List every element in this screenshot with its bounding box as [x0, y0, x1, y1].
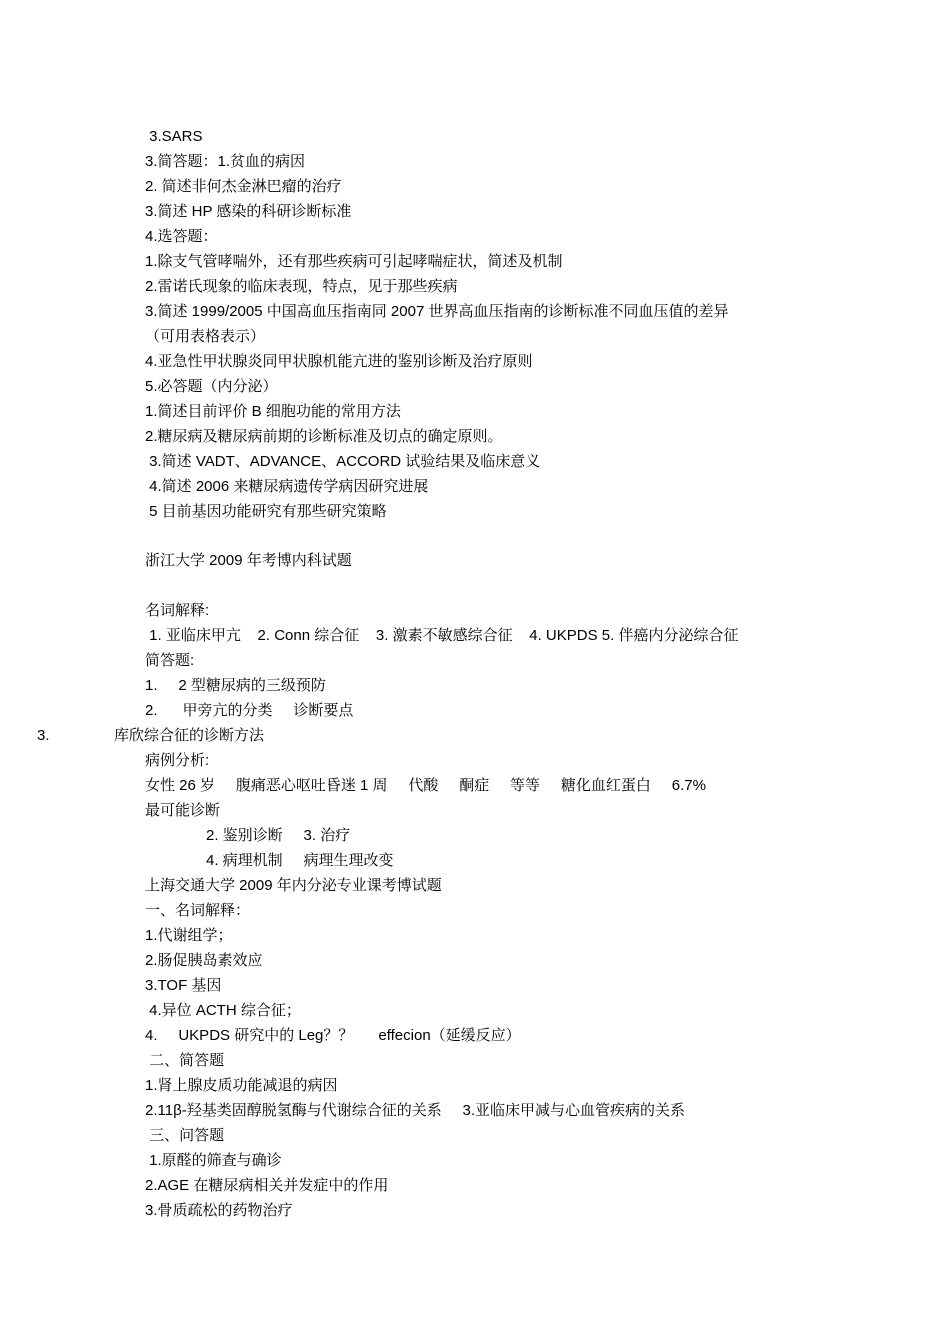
text-line: 2. 简述非何杰金淋巴瘤的治疗	[145, 178, 342, 195]
text-line: 2.雷诺氏现象的临床表现，特点，见于那些疾病	[145, 278, 458, 295]
text-line: 3.简述 1999/2005 中国高血压指南同 2007 世界高血压指南的诊断标准不同血压值的差异	[145, 303, 729, 320]
text-line: 3.TOF 基因	[145, 977, 222, 994]
text-line: 1. 2 型糖尿病的三级预防	[145, 677, 326, 694]
text-line: 5 目前基因功能研究有那些研究策略	[145, 503, 387, 520]
text-line: 1. 亚临床甲亢 2. Conn 综合征 3. 激素不敏感综合征 4. UKPDS 5. 伴癌内分泌综合征	[145, 627, 739, 644]
text-line: 3.简答题：1.贫血的病因	[145, 153, 306, 170]
text-line: 3.简述 VADT、ADVANCE、ACCORD 试验结果及临床意义	[145, 453, 541, 470]
text-line: 2.AGE 在糖尿病相关并发症中的作用	[145, 1177, 389, 1194]
text-line: 库欣综合征的诊断方法	[114, 727, 265, 744]
text-line: 5.必答题（内分泌）	[145, 378, 278, 395]
text-line: 2. 甲旁亢的分类 诊断要点	[145, 702, 354, 719]
text-line: 2.糖尿病及糖尿病前期的诊断标准及切点的确定原则。	[145, 428, 503, 445]
text-line: 1.代谢组学；	[145, 927, 233, 944]
text-line: 3.简述 HP 感染的科研诊断标准	[145, 203, 352, 220]
text-line: 4. 病理机制 病理生理改变	[206, 852, 394, 869]
text-line: 3.SARS	[145, 128, 203, 145]
text-line: 二、简答题	[145, 1052, 225, 1069]
text-line: 2. 鉴别诊断 3. 治疗	[206, 827, 351, 844]
text-line: 1.除支气管哮喘外，还有那些疾病可引起哮喘症状，简述及机制	[145, 253, 563, 270]
text-line: 女性 26 岁 腹痛恶心呕吐昏迷 1 周 代酸 酮症 等等 糖化血红蛋白 6.7%	[145, 777, 706, 794]
list-number: 3.	[37, 727, 50, 744]
text-line: 3.骨质疏松的药物治疗	[145, 1202, 293, 1219]
text-line: 1.肾上腺皮质功能减退的病因	[145, 1077, 338, 1094]
text-line: 最可能诊断	[145, 802, 221, 819]
text-line: 简答题:	[145, 652, 195, 669]
text-line: 1.简述目前评价 B 细胞功能的常用方法	[145, 403, 401, 420]
text-line: （可用表格表示）	[145, 328, 266, 345]
text-line: 4.简述 2006 来糖尿病遗传学病因研究进展	[145, 478, 429, 495]
text-line: 一、名词解释：	[145, 902, 251, 919]
text-line: 4.亚急性甲状腺炎同甲状腺机能亢进的鉴别诊断及治疗原则	[145, 353, 533, 370]
text-line: 2.11β-羟基类固醇脱氢酶与代谢综合征的关系 3.亚临床甲减与心血管疾病的关系	[145, 1102, 686, 1119]
text-line: 病例分析:	[145, 752, 210, 769]
section-title: 上海交通大学 2009 年内分泌专业课考博试题	[145, 877, 442, 894]
text-line: 2.肠促胰岛素效应	[145, 952, 263, 969]
text-line: 名词解释:	[145, 602, 210, 619]
text-line: 1.原醛的筛查与确诊	[145, 1152, 282, 1169]
text-line: 4. UKPDS 研究中的 Leg？？ effecion（延缓反应）	[145, 1027, 521, 1044]
text-line: 4.选答题：	[145, 228, 218, 245]
text-line: 三、问答题	[145, 1127, 225, 1144]
text-line: 4.异位 ACTH 综合征；	[145, 1002, 301, 1019]
section-title: 浙江大学 2009 年考博内科试题	[145, 552, 352, 569]
